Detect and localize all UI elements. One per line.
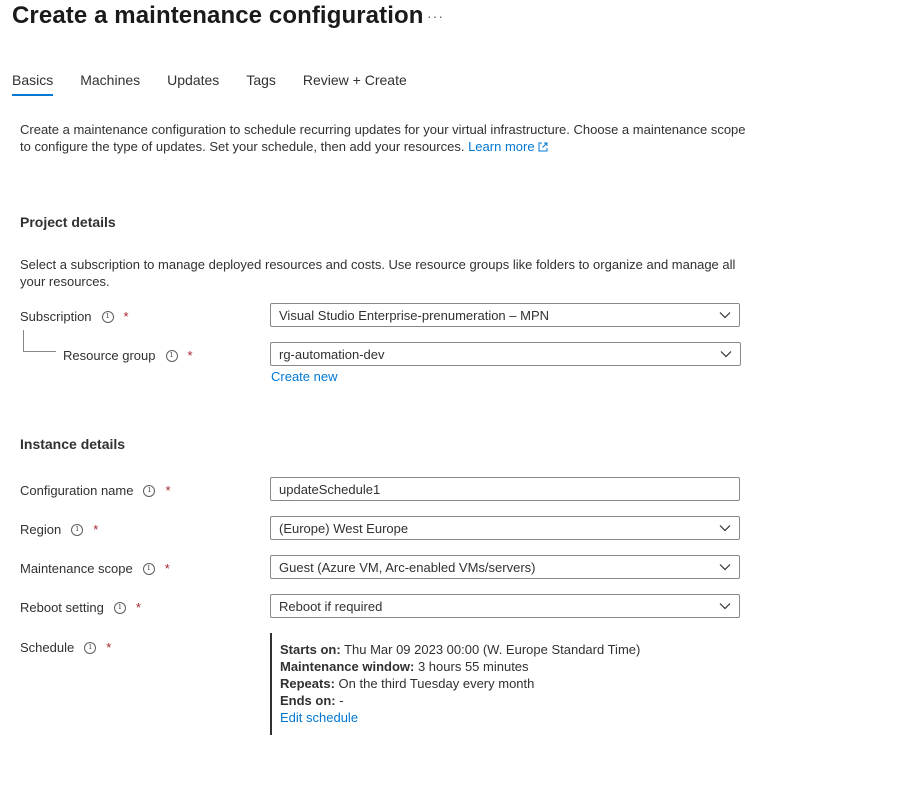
chevron-down-icon [719, 523, 731, 533]
required-marker: * [106, 640, 112, 655]
required-marker: * [164, 561, 170, 576]
schedule-summary [270, 633, 670, 735]
chevron-down-icon [719, 310, 731, 320]
external-link-icon [538, 142, 548, 152]
tab-tags[interactable]: Tags [246, 72, 276, 88]
resource-group-label-text: Resource group [63, 348, 156, 363]
required-marker: * [187, 348, 193, 363]
chevron-down-icon [719, 562, 731, 572]
repeats-label: Repeats: [280, 676, 335, 691]
create-new-link[interactable]: Create new [271, 369, 338, 384]
learn-more-label: Learn more [468, 139, 535, 154]
configuration-name-value: updateSchedule1 [279, 481, 381, 497]
required-marker: * [93, 522, 99, 537]
required-marker: * [165, 483, 171, 498]
schedule-starts-row [280, 641, 670, 658]
schedule-repeats-row [280, 675, 670, 692]
schedule-label-text: Schedule [20, 640, 75, 655]
schedule-ends-row [280, 692, 670, 709]
maintenance-scope-dropdown[interactable] [270, 555, 740, 579]
tab-review-create[interactable]: Review + Create [302, 72, 407, 88]
info-icon[interactable]: i [114, 602, 126, 614]
info-icon[interactable]: i [71, 524, 83, 536]
subscription-dropdown[interactable] [270, 303, 740, 327]
project-details-heading: Project details [20, 214, 116, 230]
region-dropdown[interactable] [270, 516, 740, 540]
instance-details-heading: Instance details [20, 436, 126, 452]
subscription-label-text: Subscription [20, 309, 92, 324]
resource-group-value: rg-automation-dev [279, 346, 385, 362]
window-label: Maintenance window: [280, 659, 415, 674]
chevron-down-icon [720, 349, 732, 359]
info-icon[interactable]: i [143, 563, 155, 575]
intro-text: Create a maintenance configuration to schedule recurring updates for your virtual infrastructure. Choose a maintenance scope to configure the type of updates. Set your schedule, then add your resources. [20, 122, 746, 154]
required-marker: * [123, 309, 129, 324]
edit-schedule-link[interactable]: Edit schedule [280, 710, 359, 725]
tree-connector [23, 351, 56, 352]
maintenance-scope-label [20, 561, 170, 576]
tree-connector [23, 330, 24, 351]
repeats-value: On the third Tuesday every month [338, 676, 535, 691]
schedule-window-row [280, 658, 670, 675]
reboot-setting-label-text: Reboot setting [20, 600, 104, 615]
required-marker: * [135, 600, 141, 615]
intro-description [20, 121, 750, 155]
reboot-setting-value: Reboot if required [279, 598, 383, 614]
info-icon[interactable]: i [166, 350, 178, 362]
subscription-label [20, 309, 129, 324]
chevron-down-icon [719, 601, 731, 611]
maintenance-scope-value: Guest (Azure VM, Arc-enabled VMs/servers) [279, 559, 536, 575]
resource-group-label [63, 348, 193, 363]
configuration-name-input[interactable] [270, 477, 740, 501]
tab-machines[interactable]: Machines [80, 72, 141, 88]
starts-value: Thu Mar 09 2023 00:00 (W. Europe Standard Time) [344, 642, 641, 657]
info-icon[interactable]: i [84, 642, 96, 654]
reboot-setting-label [20, 600, 141, 615]
tab-updates[interactable]: Updates [167, 72, 220, 88]
ends-label: Ends on: [280, 693, 336, 708]
region-label-text: Region [20, 522, 62, 537]
page-title: Create a maintenance configuration [12, 2, 424, 29]
maintenance-scope-label-text: Maintenance scope [20, 561, 133, 576]
subscription-value: Visual Studio Enterprise-prenumeration – MPN [279, 307, 550, 323]
ends-value: - [339, 693, 344, 708]
info-icon[interactable]: i [143, 485, 155, 497]
starts-label: Starts on: [280, 642, 341, 657]
window-value: 3 hours 55 minutes [417, 659, 529, 674]
configuration-name-label-text: Configuration name [20, 483, 134, 498]
region-label [20, 522, 98, 537]
schedule-label [20, 640, 111, 655]
info-icon[interactable]: i [102, 311, 114, 323]
reboot-setting-dropdown[interactable] [270, 594, 740, 618]
learn-more-link[interactable] [468, 139, 547, 154]
configuration-name-label [20, 483, 171, 498]
region-value: (Europe) West Europe [279, 520, 409, 536]
more-options-icon[interactable]: ··· [427, 8, 444, 24]
tab-basics[interactable]: Basics [12, 72, 53, 100]
tab-bar [12, 72, 434, 100]
resource-group-dropdown[interactable] [270, 342, 741, 366]
project-description: Select a subscription to manage deployed resources and costs. Use resource groups like folders to organize and manage all your resources. [20, 257, 736, 289]
